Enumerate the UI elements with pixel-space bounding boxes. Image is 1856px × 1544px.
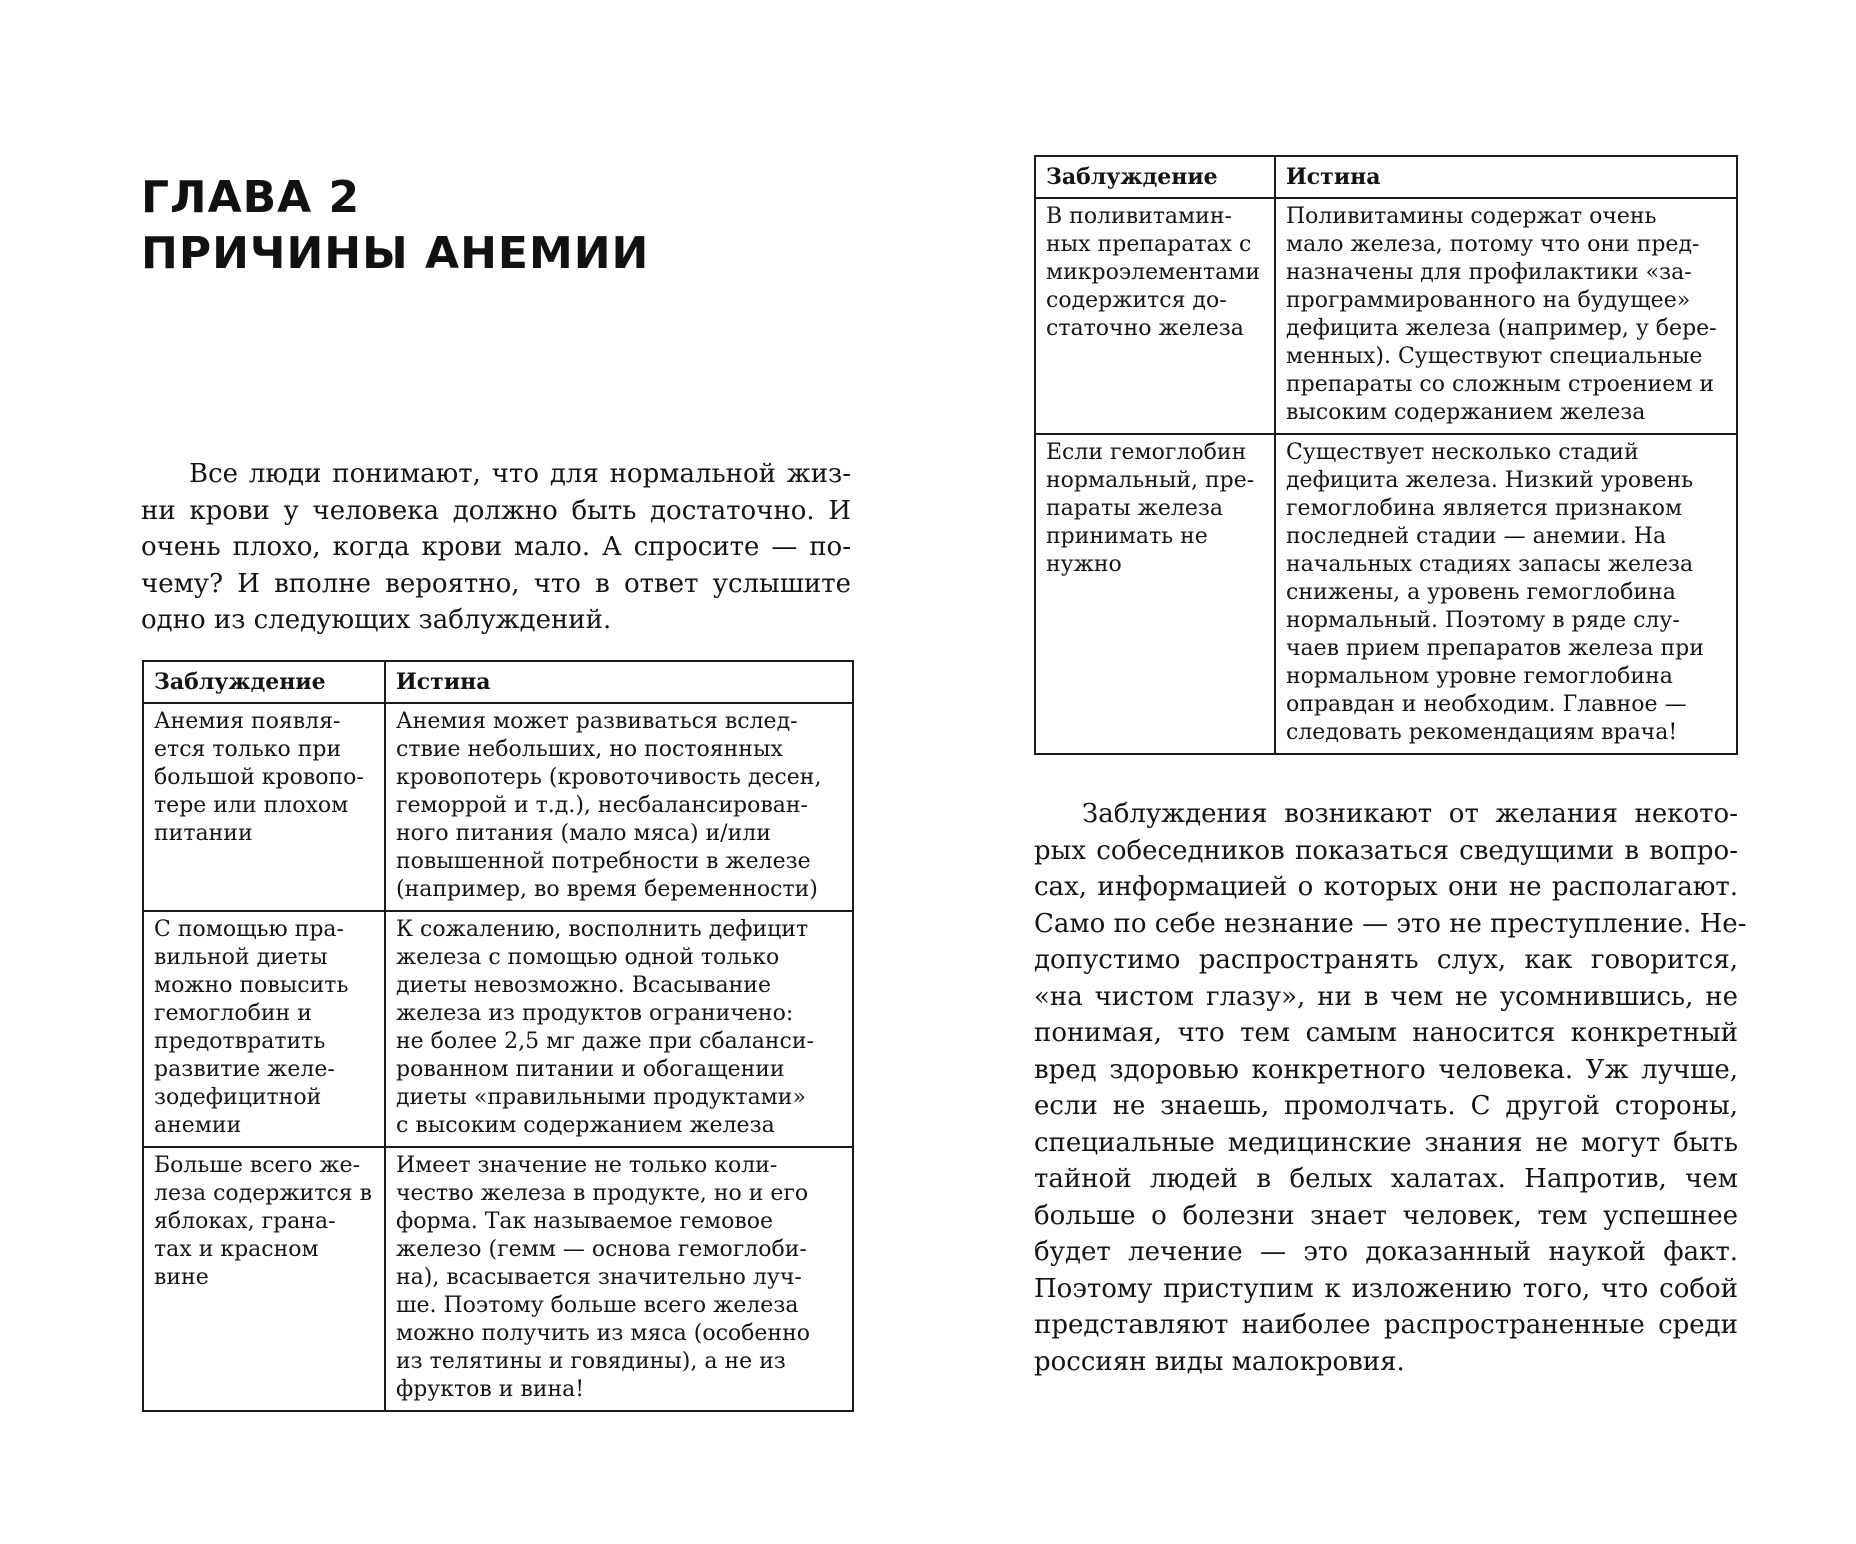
truth-text-line: железа с помощью одной только [396,945,780,970]
column-header-myth: Заблуждение [143,661,385,703]
myth-text-line: яблоках, грана- [154,1209,336,1234]
myth-text-line: предотвратить [154,1029,326,1054]
paragraph-line: сах, информацией о которых они не располагают. [1034,872,1738,902]
truth-cell [385,1147,853,1411]
truth-text-line: назначены для профилактики «за- [1286,260,1692,285]
truth-cell [385,703,853,911]
truth-text-line: повышенной потребности в железе [396,849,811,874]
myth-text-line: тере или плохом [154,793,349,818]
paragraph-line: чему? И вполне вероятно, что в ответ услышите [141,568,851,599]
truth-text-line: Поливитамины содержат очень [1286,204,1657,229]
truth-text-line: снижены, а уровень гемоглобина [1286,580,1676,605]
truth-text-line: диеты «правильными продуктами» [396,1085,806,1110]
paragraph-line: тайной людей в белых халатах. Напротив, чем [1034,1164,1738,1194]
truth-text-line: дефицита железа. Низкий уровень [1286,468,1694,493]
myth-text-line: тах и красном [154,1237,319,1262]
table-row [143,703,853,911]
chapter-number: ГЛАВА 2 [141,172,361,223]
myth-text-line: развитие желе- [154,1057,335,1082]
myth-text-line: леза содержится в [154,1181,372,1206]
table-row [143,1147,853,1411]
truth-text-line: с высоким содержанием железа [396,1113,775,1138]
myth-text-line: параты железа [1046,496,1224,521]
myth-text-line: большой кровопо- [154,765,364,790]
myth-text-line: вильной диеты [154,945,328,970]
paragraph-line: Все люди понимают, что для нормальной жиз- [189,459,851,489]
truth-text-line: рованном питании и обогащении [396,1057,785,1082]
myth-text-line: содержится до- [1046,288,1227,313]
truth-text-line: форма. Так называемое гемовое [396,1209,774,1234]
truth-text-line: ствие небольших, но постоянных [396,737,783,762]
paragraph-line: «на чистом глазу», ни в чем не усомнившись, не [1034,981,1738,1012]
truth-text-line: на), всасывается значительно луч- [396,1265,802,1290]
table-row [143,911,853,1147]
myth-text-line: Если гемоглобин [1046,440,1247,465]
myth-truth-table-left [142,660,854,1412]
paragraph-line: Поэтому приступим к изложению того, что собой [1034,1273,1738,1304]
truth-text-line: Анемия может развиваться вслед- [396,709,798,734]
truth-cell [1275,198,1737,434]
paragraph-line: будет лечение — это доказанный наукой факт. [1034,1237,1738,1267]
paragraph-line: представляют наиболее распространенные среди [1034,1310,1738,1340]
paragraph-line: больше о болезни знает человек, тем успешнее [1034,1200,1738,1231]
truth-text-line: можно получить из мяса (особенно [396,1321,810,1346]
truth-text-line: препараты со сложным строением и [1286,372,1714,397]
truth-text-line: программированного на будущее» [1286,288,1691,313]
truth-text-line: начальных стадиях запасы железа [1286,552,1694,577]
myth-text-line: статочно железа [1046,316,1244,341]
myth-text-line: Больше всего же- [154,1153,361,1178]
truth-text-line: Существует несколько стадий [1286,440,1639,465]
myth-text-line: зодефицитной [154,1085,322,1110]
paragraph-line: одно из следующих заблуждений. [141,605,612,635]
truth-text-line: железа из продуктов ограничено: [396,1001,794,1026]
truth-text-line: чаев прием препаратов железа при [1286,636,1704,661]
myth-cell [143,1147,385,1411]
myth-text-line: ных препаратах с [1046,232,1252,257]
myth-cell [1035,198,1275,434]
myth-text-line: принимать не [1046,524,1208,549]
myth-text-line: Анемия появля- [154,709,341,734]
truth-cell [1275,434,1737,754]
truth-text-line: К сожалению, восполнить дефицит [396,917,809,942]
myth-text-line: питании [154,821,253,846]
paragraph-line: специальные медицинские знания не могут быть [1034,1127,1738,1158]
myth-text-line: В поливитамин- [1046,204,1232,229]
myth-text-line: ется только при [154,737,342,762]
myth-text-line: микроэлементами [1046,260,1261,285]
myth-text-line: нужно [1046,552,1122,577]
intro-paragraph [141,456,851,639]
myth-text-line: можно повысить [154,973,349,998]
right-page [928,0,1856,1544]
truth-text-line: нормальном уровне гемоглобина [1286,664,1673,689]
truth-text-line: ного питания (мало мяса) и/или [396,821,771,846]
column-header-truth: Истина [1275,156,1737,198]
table-row [1035,434,1737,754]
truth-text-line: железо (гемм — основа гемоглоби- [396,1237,807,1262]
myth-cell [143,911,385,1147]
myth-text-line: С помощью пра- [154,917,344,942]
myth-text-line: нормальный, пре- [1046,468,1255,493]
truth-text-line: не более 2,5 мг даже при сбаланси- [396,1029,814,1054]
myth-cell [1035,434,1275,754]
truth-text-line: менных). Существуют специальные [1286,344,1703,369]
paragraph-line: рых собеседников показаться сведущими в вопро- [1034,835,1738,866]
paragraph-line: очень плохо, когда крови мало. А спросите — по- [141,532,851,562]
chapter-title: ПРИЧИНЫ АНЕМИИ [141,228,650,279]
truth-text-line: геморрой и т.д.), несбалансирован- [396,793,808,818]
paragraph-line: россиян виды малокровия. [1034,1346,1405,1377]
column-header-truth: Истина [385,661,853,703]
truth-text-line: чество железа в продукте, но и его [396,1181,809,1206]
truth-text-line: фруктов и вина! [396,1377,585,1402]
myth-cell [143,703,385,911]
paragraph-line: допустимо распространять слух, как говорится, [1034,945,1738,975]
truth-text-line: последней стадии — анемии. На [1286,524,1667,549]
truth-text-line: гемоглобина является признаком [1286,496,1683,521]
paragraph-line: ни крови у человека должно быть достаточно. И [141,495,851,526]
myth-text-line: гемоглобин и [154,1001,312,1026]
truth-text-line: мало железа, потому что они пред- [1286,232,1700,257]
truth-text-line: нормальный. Поэтому в ряде слу- [1286,608,1680,633]
myth-truth-table-right [1034,155,1738,755]
table-header-row [1035,156,1737,198]
paragraph-line: если не знаешь, промолчать. С другой стороны, [1034,1091,1738,1121]
column-header-myth: Заблуждение [1035,156,1275,198]
truth-text-line: ше. Поэтому больше всего железа [396,1293,799,1318]
myth-text-line: вине [154,1265,209,1290]
truth-text-line: высоким содержанием железа [1286,400,1646,425]
truth-text-line: из телятины и говядины), а не из [396,1349,786,1374]
chapter-heading [141,170,649,282]
myth-text-line: анемии [154,1113,242,1138]
truth-text-line: Имеет значение не только коли- [396,1153,778,1178]
table-header-row [143,661,853,703]
paragraph-line: Само по себе незнание — это не преступление. Не- [1034,908,1747,939]
paragraph-line: понимая, что тем самым наносится конкретный [1034,1018,1738,1048]
paragraph-line: Заблуждения возникают от желания некото- [1082,799,1738,829]
truth-text-line: следовать рекомендациям врача! [1286,720,1678,745]
truth-text-line: оправдан и необходим. Главное — [1286,692,1687,717]
closing-paragraph [1034,796,1747,1380]
table-row [1035,198,1737,434]
truth-cell [385,911,853,1147]
truth-text-line: кровопотерь (кровоточивость десен, [396,765,822,790]
truth-text-line: дефицита железа (например, у бере- [1286,316,1717,341]
truth-text-line: (например, во время беременности) [396,877,818,902]
paragraph-line: вред здоровью конкретного человека. Уж лучше, [1034,1054,1738,1085]
truth-text-line: диеты невозможно. Всасывание [396,973,771,998]
